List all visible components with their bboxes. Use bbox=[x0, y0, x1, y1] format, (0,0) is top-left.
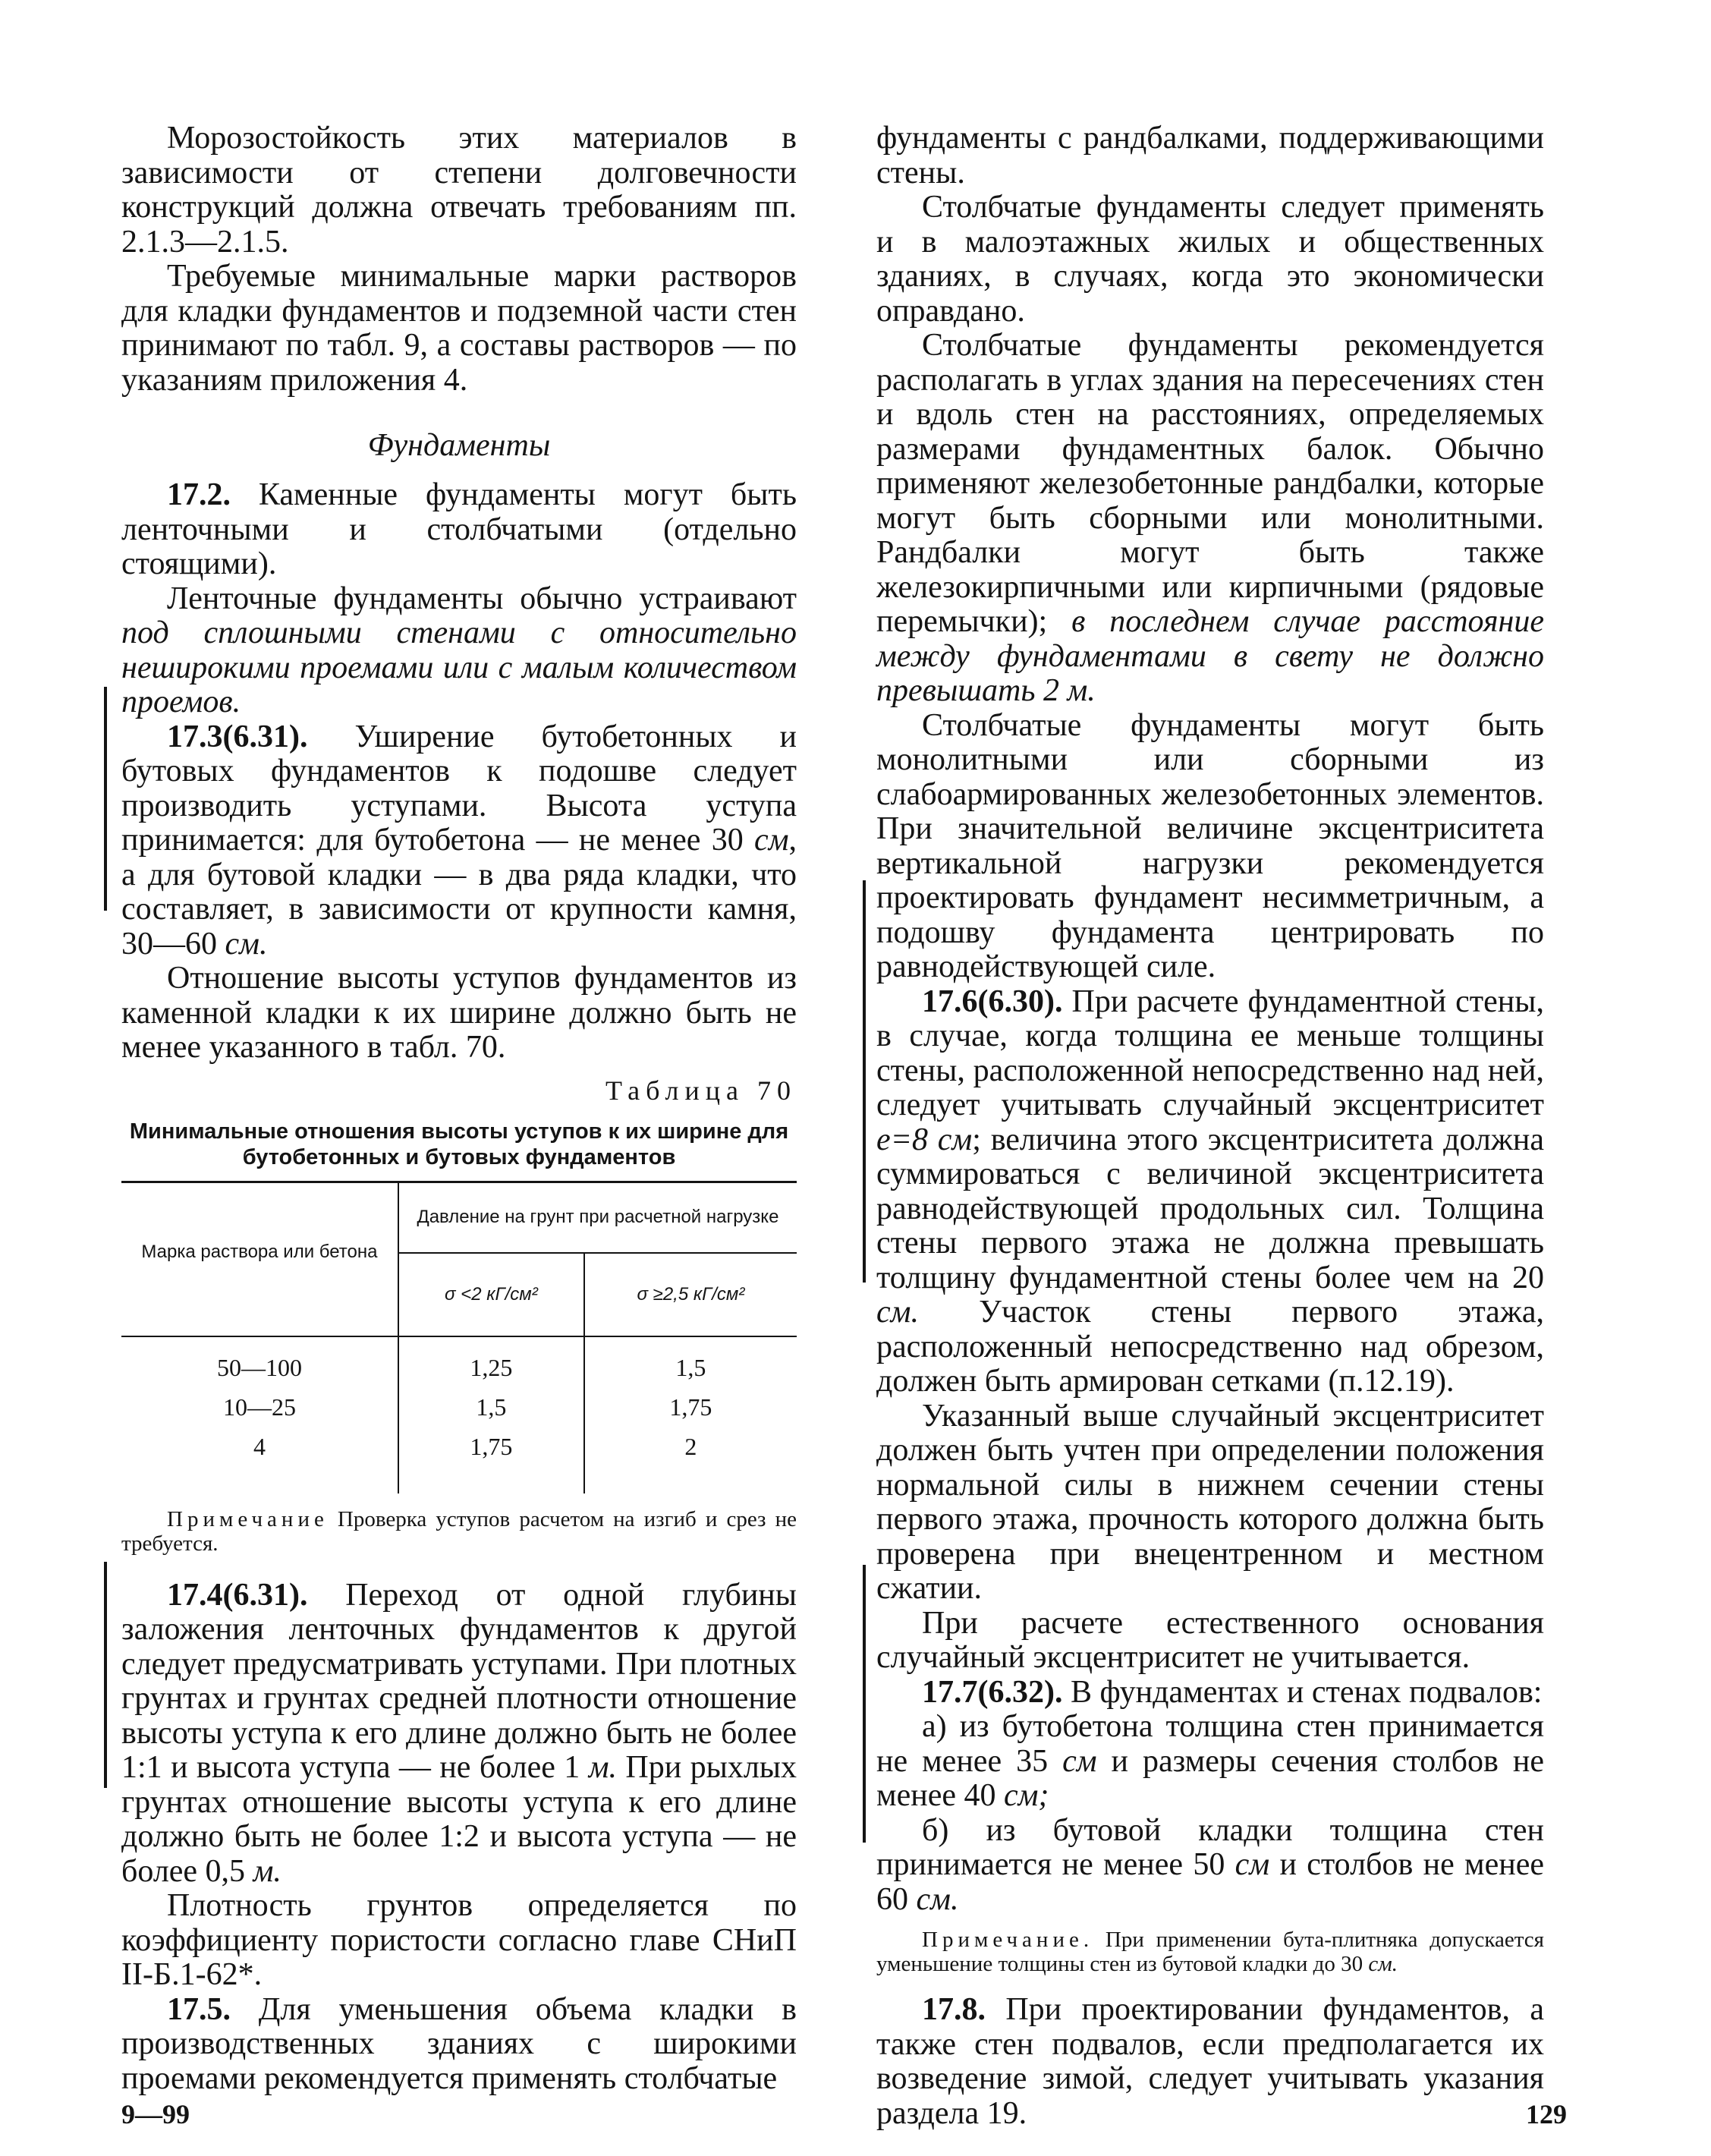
change-bar bbox=[104, 687, 107, 911]
unit: м. bbox=[1067, 673, 1096, 708]
change-bar bbox=[863, 880, 866, 1283]
paragraph bbox=[876, 1710, 1544, 1814]
paragraph bbox=[121, 478, 797, 582]
paragraph bbox=[121, 1578, 797, 1890]
paragraph-text: а) из бутобетона толщина стен принимается не менее 35 bbox=[876, 1709, 1544, 1779]
table-cell: 1,5 bbox=[675, 1353, 706, 1381]
unit: м. bbox=[588, 1750, 617, 1785]
table-header: σ ≥2,5 кГ/см² bbox=[584, 1253, 797, 1336]
note-text: При применении бута-плитняка допускается уменьшение толщины стен из бутовой кладки до 30 bbox=[876, 1928, 1544, 1976]
paragraph-text: б) из бутовой кладки толщина стен принимается не менее 50 bbox=[876, 1812, 1544, 1882]
paragraph: Морозостойкость этих материалов в зависимости от степени долговечности конструкций должна отвечать требованиям пп. 2.1.3—2.1.5. bbox=[121, 121, 797, 260]
paragraph-text: ; величина этого эксцентриситета должна суммироваться с величиной эксцентриситета равнодействующей продольных сил. Толщина стены первого этажа не должна превышать толщину фундаментной стены более чем на 20 bbox=[876, 1122, 1544, 1295]
paragraph-text: Ленточные фундаменты обычно устраивают bbox=[167, 581, 797, 616]
clause-number: 17.5. bbox=[167, 1991, 231, 2027]
paragraph-text: и столбов не менее 60 bbox=[876, 1847, 1545, 1917]
table-row bbox=[121, 1336, 797, 1387]
table-cell: 2 bbox=[684, 1432, 697, 1460]
table-cell: 1,75 bbox=[669, 1393, 712, 1421]
paragraph-text: Уширение бутобетонных и бутовых фундаментов к подошве следует производить уступами. Высота уступа принимается: для бутобетона — не менее 30 bbox=[121, 719, 797, 858]
paragraph bbox=[876, 985, 1544, 1399]
clause-number: 17.4(6.31). bbox=[167, 1577, 308, 1613]
table-cell: 1,75 bbox=[398, 1427, 584, 1493]
formula: e=8 см bbox=[876, 1122, 973, 1157]
table-cell: 10—25 bbox=[121, 1387, 398, 1427]
table-cell: 1,5 bbox=[398, 1387, 584, 1427]
paragraph: Столбчатые фундаменты следует применять и в малоэтажных жилых и общественных зданиях, в случаях, когда это экономически оправдано. bbox=[876, 190, 1544, 329]
paragraph-text-italic: в последнем случае расстояние между фундаментами в свету не должно превышать 2 bbox=[876, 604, 1544, 708]
paragraph: Требуемые минимальные марки растворов для кладки фундаментов и подземной части стен принимают по табл. 9, а составы растворов — по указаниям приложения 4. bbox=[121, 259, 797, 398]
note-label: Примечание. bbox=[922, 1928, 1094, 1952]
paragraph bbox=[876, 329, 1544, 709]
unit: см. bbox=[916, 1881, 959, 1917]
table-header: Марка раствора или бетона bbox=[121, 1182, 398, 1336]
paragraph-text: При рыхлых грунтах отношение высоты уступа к его длине должно быть не более 1:2 и высота уступа — не более 0,5 bbox=[121, 1750, 797, 1889]
paragraph bbox=[121, 582, 797, 720]
paragraph bbox=[876, 1676, 1544, 1711]
unit: см. bbox=[1368, 1952, 1398, 1976]
paragraph: Отношение высоты уступов фундаментов из каменной кладки к их ширине должно быть не менее указанного в табл. 70. bbox=[121, 961, 797, 1065]
paragraph-text: , а для бутовой кладки — в два ряда кладки, что составляет, в зависимости от крупности камня, 30—60 bbox=[121, 823, 797, 962]
table-title: Минимальные отношения высоты уступов к их ширине для бутобетонных и бутовых фундаментов bbox=[129, 1119, 789, 1169]
right-column bbox=[876, 121, 1544, 2131]
paragraph-text: Участок стены первого этажа, расположенный непосредственно над обрезом, должен быть армирован сетками (п.12.19). bbox=[876, 1295, 1544, 1399]
paragraph bbox=[121, 1993, 797, 2097]
table-note bbox=[121, 1507, 797, 1556]
paragraph-text-italic: под сплошными стенами с относительно неширокими проемами или с малым количеством проемов. bbox=[121, 615, 797, 719]
paragraph: При расчете естественного основания случайный эксцентриситет не учитывается. bbox=[876, 1605, 1544, 1675]
unit: см. bbox=[876, 1295, 919, 1330]
table-row bbox=[121, 1427, 797, 1493]
table-header: Давление на грунт при расчетной нагрузке bbox=[398, 1182, 797, 1253]
table-cell: 50—100 bbox=[121, 1336, 398, 1387]
table-cell: 1,25 bbox=[398, 1336, 584, 1387]
left-column bbox=[121, 121, 797, 2096]
paragraph bbox=[121, 720, 797, 962]
clause-number: 17.2. bbox=[167, 477, 231, 512]
paragraph-text: В фундаментах и стенах подвалов: bbox=[1062, 1674, 1543, 1710]
paragraph-text: Столбчатые фундаменты рекомендуется располагать в углах здания на пересечениях стен и вдоль стен на расстояниях, определяемых размерами фундаментных балок. Обычно применяют железобетонные рандбалки, которые могут быть сборными или монолитными. Рандбалки могут быть также железокирпичными или кирпичными (рядовые перемычки); bbox=[876, 328, 1544, 639]
note-text: Проверка уступов расчетом на изгиб и срез не требуется. bbox=[121, 1506, 797, 1556]
paragraph-text: Каменные фундаменты могут быть ленточными и столбчатыми (отдельно стоящими). bbox=[121, 477, 797, 581]
unit: см bbox=[1062, 1743, 1097, 1779]
paragraph: Указанный выше случайный эксцентриситет должен быть учтен при определении положения нормальной силы в нижнем сечении стены первого этажа, прочность которого должна быть проверена при внецентренном и местном сжатии. bbox=[876, 1398, 1544, 1606]
clause-number: 17.3(6.31). bbox=[167, 719, 308, 754]
table-cell: 4 bbox=[121, 1427, 398, 1493]
table-caption: Таблица 70 bbox=[605, 1075, 797, 1106]
unit: см bbox=[1234, 1847, 1270, 1882]
signature-mark: 9—99 bbox=[121, 2099, 190, 2129]
paragraph-text: Для уменьшения объема кладки в производственных зданиях с широкими проемами рекомендуется применять столбчатые bbox=[121, 1991, 797, 2096]
clause-number: 17.7(6.32). bbox=[922, 1674, 1063, 1710]
paragraph: Плотность грунтов определяется по коэффициенту пористости согласно главе СНиП II-Б.1-62*. bbox=[121, 1888, 797, 1992]
note-label: Примечание bbox=[167, 1506, 329, 1531]
paragraph-text: При расчете фундаментной стены, в случае, когда толщина ее меньше толщины стены, расположенной непосредственно над ней, следует учитывать случайный эксцентриситет bbox=[876, 984, 1544, 1122]
change-bar bbox=[863, 1565, 866, 1843]
paragraph-text: и размеры сечения столбов не менее 40 bbox=[876, 1743, 1544, 1813]
section-heading: Фундаменты bbox=[367, 428, 551, 463]
note bbox=[876, 1928, 1544, 1976]
unit: м. bbox=[253, 1853, 281, 1889]
paragraph bbox=[876, 1814, 1544, 1918]
data-table bbox=[121, 1181, 797, 1493]
table-header: σ <2 кГ/см² bbox=[398, 1253, 584, 1336]
paragraph: Столбчатые фундаменты могут быть монолитными или сборными из слабоармированных железобетонных элементов. При значительной величине эксцентриситета вертикальной нагрузки рекомендуется проектировать фундамент несимметричным, а подошву фундамента центрировать по равнодействующей силе. bbox=[876, 707, 1544, 984]
unit: см bbox=[754, 823, 789, 858]
clause-number: 17.8. bbox=[922, 1992, 986, 2027]
unit: см; bbox=[1003, 1778, 1049, 1813]
clause-number: 17.6(6.30). bbox=[922, 984, 1063, 1019]
change-bar bbox=[104, 1562, 107, 1788]
paragraph: фундаменты с рандбалками, поддерживающими стены. bbox=[876, 121, 1544, 190]
page-number: 129 bbox=[1526, 2099, 1567, 2129]
table-row bbox=[121, 1387, 797, 1427]
paragraph bbox=[876, 1993, 1544, 2131]
paragraph-text: При проектировании фундаментов, а также стен подвалов, если предполагается их возведение зимой, следует учитывать указания раздела 19. bbox=[876, 1992, 1544, 2131]
paragraph-text: Переход от одной глубины заложения ленточных фундаментов к другой следует предусматривать уступами. При плотных грунтах и грунтах средней плотности отношение высоты уступа к его длине должно быть не более 1:1 и высота уступа — не более 1 bbox=[121, 1577, 797, 1785]
unit: см. bbox=[225, 926, 268, 962]
